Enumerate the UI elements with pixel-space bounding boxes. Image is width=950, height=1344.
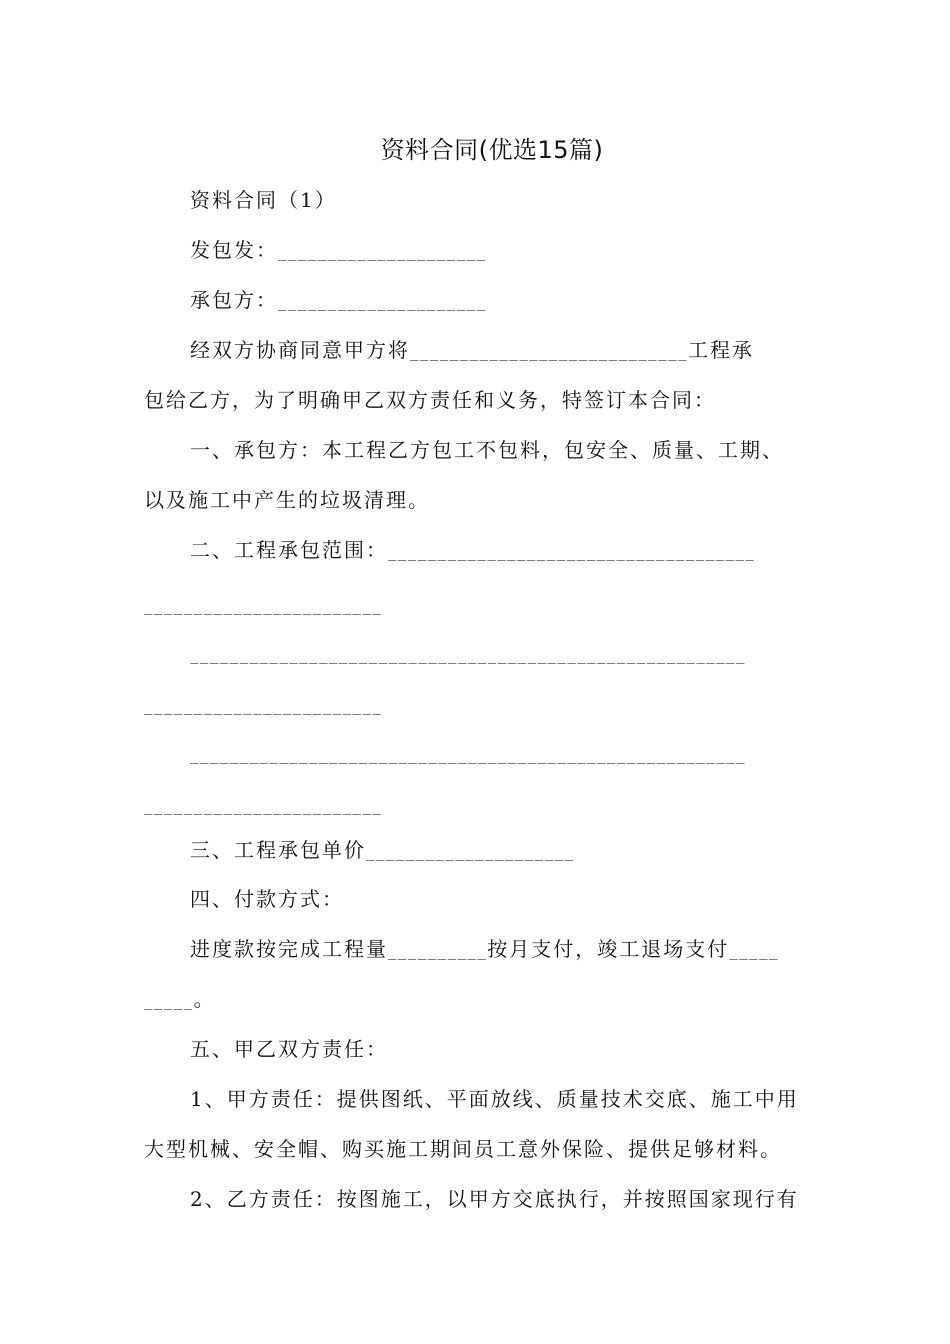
clause-2-line [190,535,755,568]
payment-continuation [144,984,216,1017]
intro-continuation: 包给乙方，为了明确甲乙双方责任和义务，特签订本合同： [144,388,716,412]
contractor-label: 承包方： [190,288,278,312]
blank-line-tail-1 [144,589,382,622]
blank-line-tail-2 [144,689,382,722]
clause-1: 一、承包方：本工程乙方包工不包料，包安全、质量、工期、 [190,438,784,462]
clause-1-continuation: 以及施工中产生的垃圾清理。 [144,488,430,512]
intro-blank: ____________________________ [410,345,689,361]
contractor-blank: _____________________ [278,295,487,311]
payment-blank-1: __________ [388,944,488,960]
section-heading: 资料合同（1） [190,188,337,212]
clause-3-label: 三、工程承包单价 [190,838,366,862]
intro-text-a: 经双方协商同意甲方将 [190,338,410,362]
employer-label: 发包发： [190,238,278,262]
blank-line-full-1 [190,638,746,671]
employer-blank: _____________________ [278,245,487,261]
clause-2-blank: _____________________________________ [388,545,756,561]
clause-4: 四、付款方式： [190,887,344,911]
duty-1: 1、甲方责任：提供图纸、平面放线、质量技术交底、施工中用 [190,1087,799,1111]
intro-text-b: 工程承 [688,338,755,362]
payment-text-a: 进度款按完成工程量 [190,937,388,961]
payment-text-b: 按月支付，竣工退场支付 [487,937,730,961]
payment-line [190,934,779,967]
duty-1-continuation: 大型机械、安全帽、购买施工期间员工意外保险、提供足够材料。 [144,1137,782,1161]
blank-tail-1: ________________________ [144,599,383,615]
duty-2: 2、乙方责任：按图施工，以甲方交底执行，并按照国家现行有 [190,1187,799,1211]
blank-line-tail-3 [144,789,382,822]
payment-continuation-end: 。 [193,987,216,1011]
blank-line-full-2 [190,738,746,771]
blank-tail-2: ________________________ [144,699,383,715]
employer-line [190,235,487,268]
blank-tail-3: ________________________ [144,799,383,815]
payment-continuation-blank: _____ [144,994,194,1010]
clause-5: 五、甲乙双方责任： [190,1037,388,1061]
clause-3-blank: _____________________ [366,845,575,861]
intro-line [190,335,754,368]
contractor-line [190,285,487,318]
clause-3-line [190,835,575,868]
blank-full-2: ________________________________________________________ [190,748,747,764]
clause-2-label: 二、工程承包范围： [190,538,388,562]
blank-full-1: ________________________________________________________ [190,648,747,664]
document-title: 资料合同(优选15篇) [380,136,604,164]
payment-blank-2: _____ [729,944,779,960]
